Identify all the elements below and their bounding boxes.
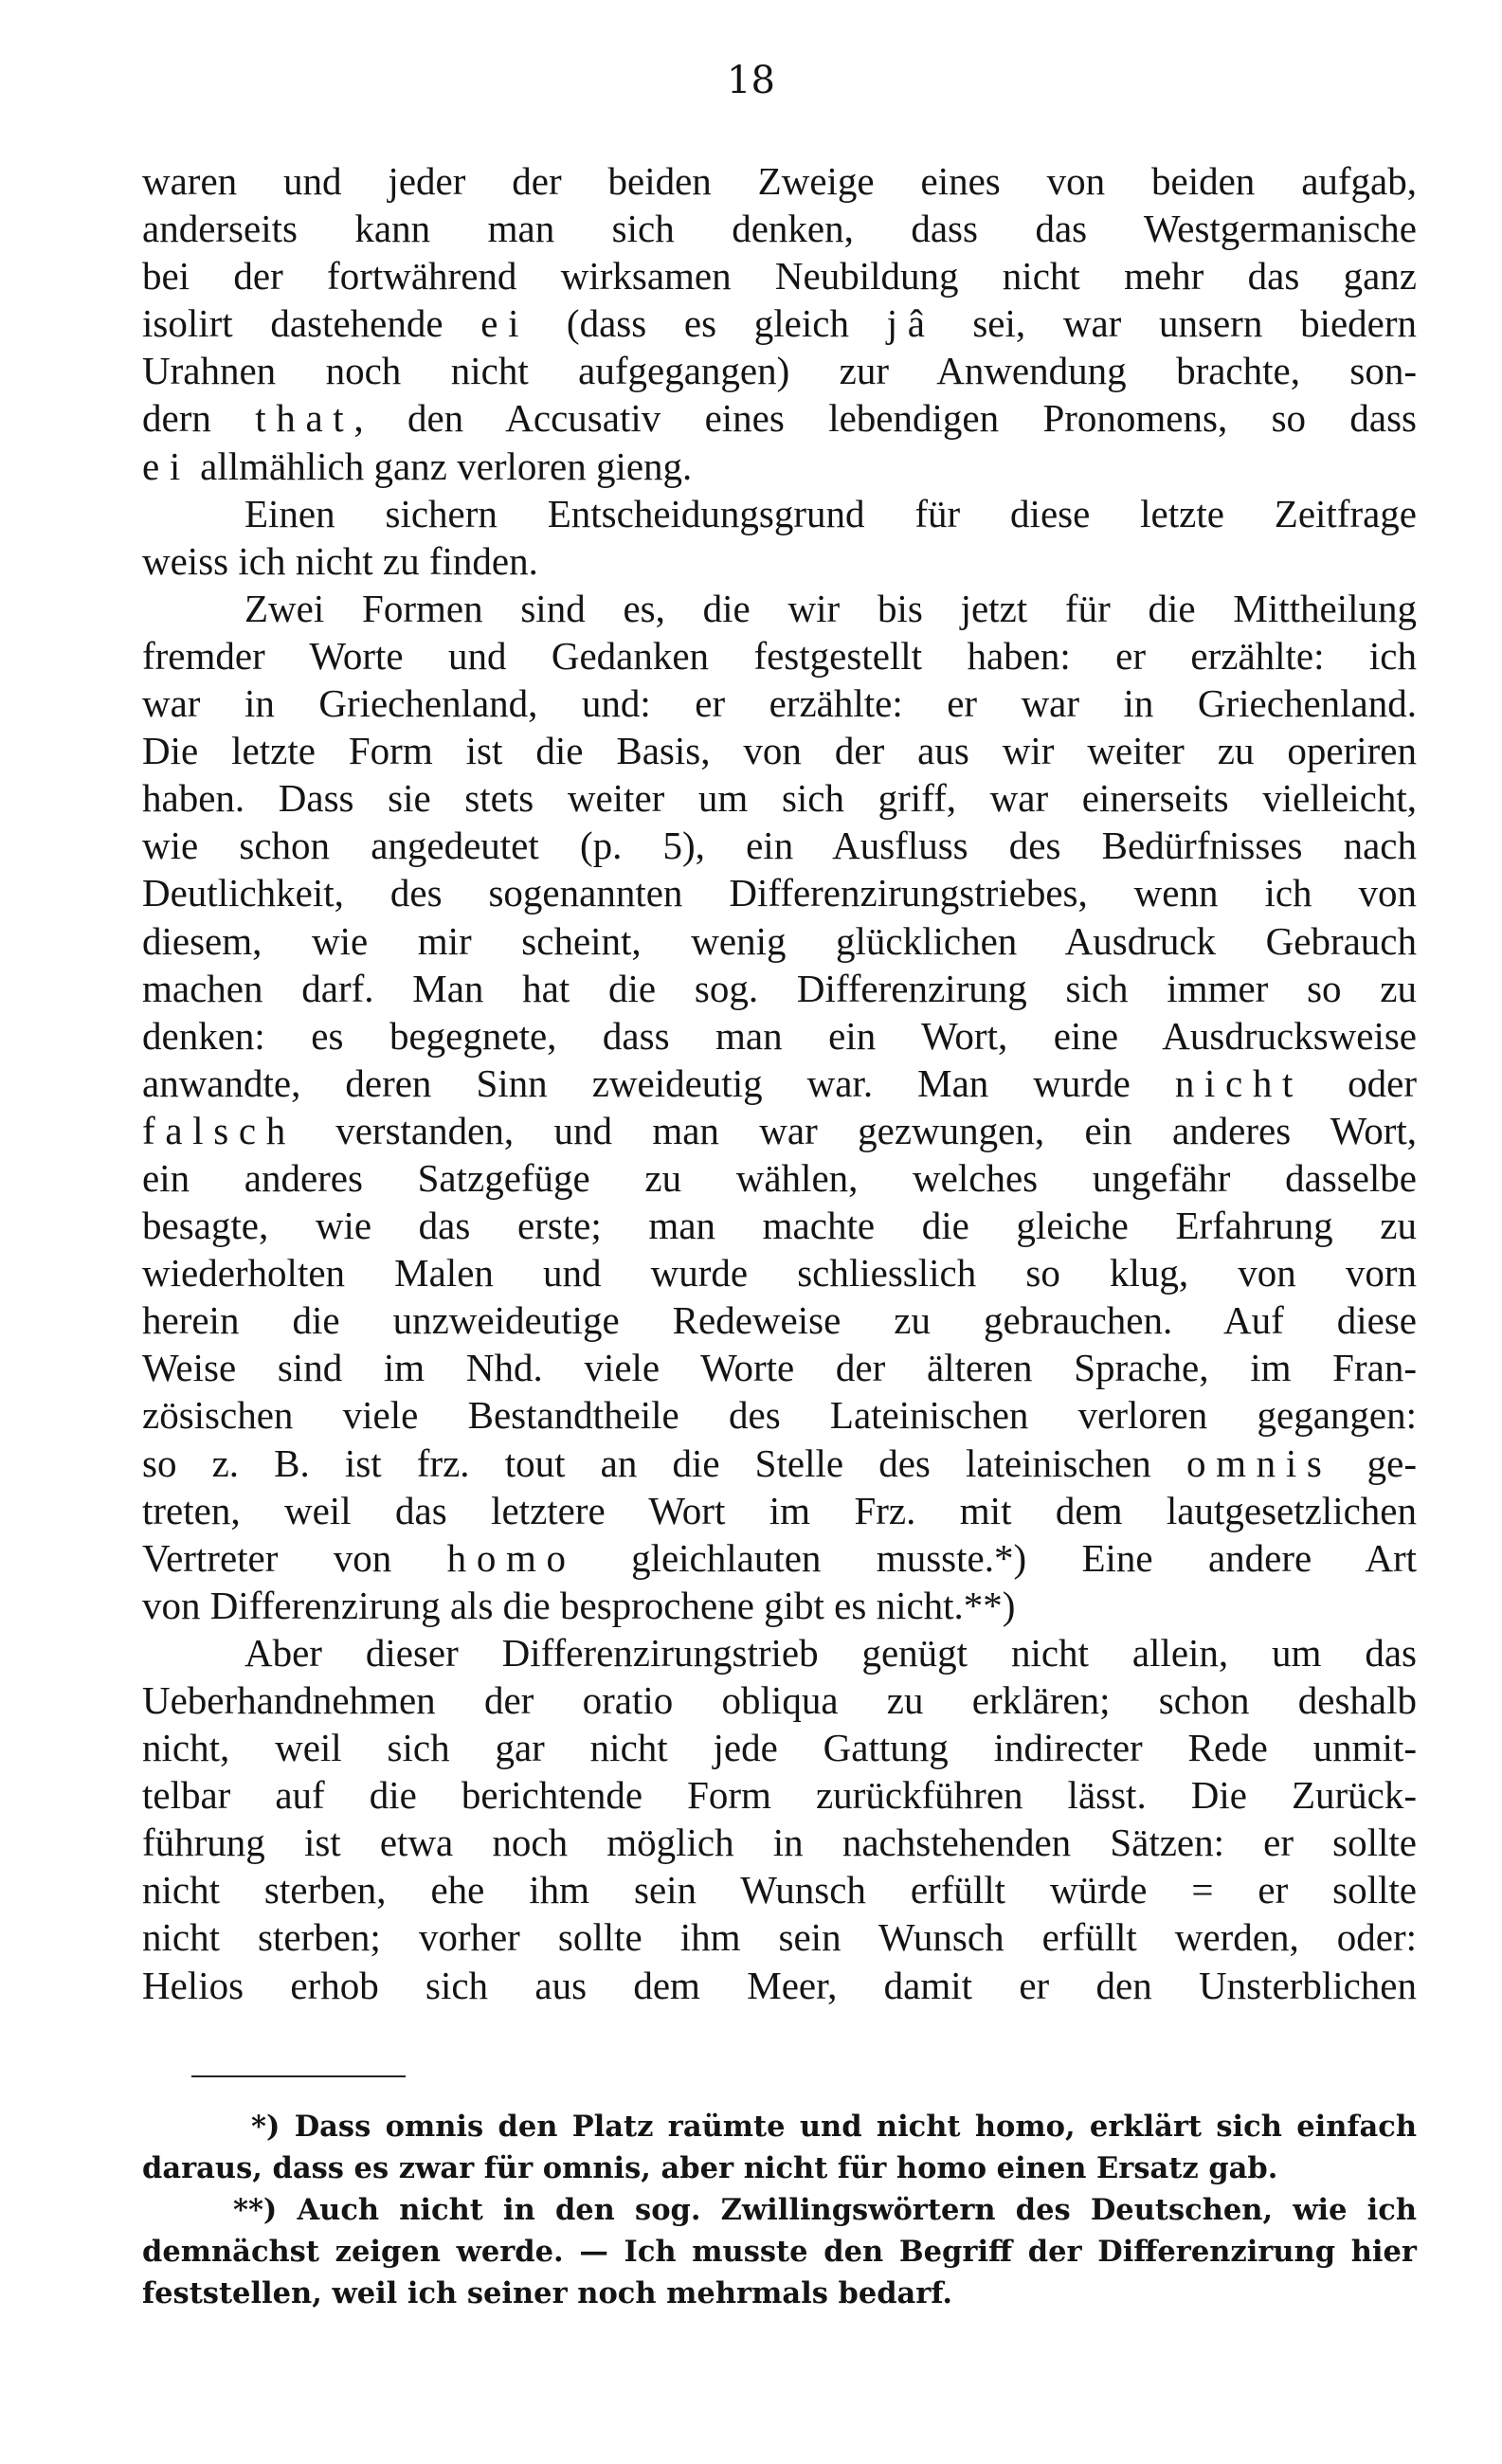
text-line: Aber dieser Differenzirungstrieb genügt nicht allein, um das	[244, 1630, 1417, 1675]
footnote-line: **) Auch nicht in den sog. Zwillingswörtern des Deutschen, wie ich	[233, 2193, 1417, 2227]
text-line	[142, 1440, 1417, 1487]
text-line: von Differenzirung als die besprochene gibt es nicht.**)	[142, 1583, 1016, 1627]
text-line: Die letzte Form ist die Basis, von der aus wir weiter zu operiren	[142, 729, 1417, 773]
spaced-emphasis: omnis	[1185, 1440, 1332, 1485]
text-run: oder	[1303, 1060, 1417, 1105]
text-line	[142, 299, 1417, 347]
spaced-emphasis: ei	[480, 301, 530, 346]
text-line: denken: es begegnete, dass man ein Wort, eine Ausdrucksweise	[142, 1013, 1417, 1058]
spaced-emphasis: jâ	[886, 301, 935, 346]
text-line: nicht, weil sich gar nicht jede Gattung indirecter Rede unmit-	[142, 1726, 1417, 1770]
spaced-emphasis: falsch	[142, 1108, 296, 1152]
spaced-emphasis: that	[255, 396, 354, 441]
text-run: isolirt dastehende	[142, 301, 481, 346]
text-line	[142, 1107, 1417, 1154]
page-number: 18	[727, 59, 775, 102]
text-run: gleichlauten musste.*) Eine andere Art	[575, 1535, 1417, 1580]
text-line	[142, 1060, 1417, 1107]
text-line: wie schon angedeutet (p. 5), ein Ausfluss des Bedürfnisses nach	[142, 824, 1417, 868]
text-line: diesem, wie mir scheint, wenig glücklichen Ausdruck Gebrauch	[142, 918, 1417, 963]
text-line: nicht sterben; vorher sollte ihm sein Wunsch erfüllt werden, oder:	[142, 1915, 1417, 1960]
text-run: , den Accusativ eines lebendigen Pronomens, so dass	[353, 396, 1418, 441]
spaced-emphasis: nicht	[1174, 1060, 1304, 1105]
text-line: nicht sterben, ehe ihm sein Wunsch erfüllt würde = er sollte	[142, 1868, 1417, 1912]
text-line: fremder Worte und Gedanken festgestellt haben: er erzählte: ich	[142, 633, 1417, 678]
footnote-line: feststellen, weil ich seiner noch mehrmals bedarf.	[142, 2276, 953, 2310]
text-run: Vertreter von	[142, 1535, 447, 1580]
text-line: Weise sind im Nhd. viele Worte der älteren Sprache, im Fran-	[142, 1346, 1417, 1390]
text-line: waren und jeder der beiden Zweige eines von beiden aufgab,	[142, 159, 1417, 203]
text-run: dern	[142, 396, 256, 441]
footnote-rule	[191, 2075, 406, 2077]
body-text	[142, 157, 1417, 2009]
text-line: bei der fortwährend wirksamen Neubildung nicht mehr das ganz	[142, 254, 1417, 299]
text-line: ein anderes Satzgefüge zu wählen, welches ungefähr dasselbe	[142, 1155, 1417, 1200]
text-line: Einen sichern Entscheidungsgrund für diese letzte Zeitfrage	[244, 491, 1417, 535]
text-line: Urahnen noch nicht aufgegangen) zur Anwendung brachte, son-	[142, 349, 1417, 393]
text-line	[142, 394, 1417, 442]
footnote-line: daraus, dass es zwar für omnis, aber nicht für homo einen Ersatz gab.	[142, 2151, 1278, 2185]
text-line: wiederholten Malen und wurde schliesslich so klug, von vorn	[142, 1251, 1417, 1295]
text-line: war in Griechenland, und: er erzählte: er war in Griechenland.	[142, 681, 1417, 726]
text-line: anderseits kann man sich denken, dass das Westgermanische	[142, 207, 1417, 251]
footnote-line: *) Dass omnis den Platz raümte und nicht homo, erklärt sich einfach	[251, 2110, 1417, 2144]
text-run: verstanden, und man war gezwungen, ein anderes Wort,	[295, 1108, 1417, 1152]
text-line: telbar auf die berichtende Form zurückführen lässt. Die Zurück-	[142, 1773, 1417, 1818]
text-run: (dass es gleich	[529, 301, 887, 346]
text-line: Helios erhob sich aus dem Meer, damit er den Unsterblichen	[142, 1963, 1417, 2007]
text-line: zösischen viele Bestandtheile des Lateinischen verloren gegangen:	[142, 1393, 1417, 1438]
spaced-emphasis: ei	[142, 444, 190, 488]
text-line: besagte, wie das erste; man machte die gleiche Erfahrung zu	[142, 1204, 1417, 1248]
text-line	[142, 1534, 1417, 1582]
text-line: weiss ich nicht zu finden.	[142, 538, 538, 583]
text-line: Zwei Formen sind es, die wir bis jetzt für die Mittheilung	[244, 586, 1417, 630]
text-run: so z. B. ist frz. tout an die Stelle des lateinischen	[142, 1440, 1186, 1485]
text-line	[142, 443, 1417, 490]
text-run: allmählich ganz verloren gieng.	[190, 444, 693, 488]
text-run: anwandte, deren Sinn zweideutig war. Man wurde	[142, 1060, 1175, 1105]
text-line: führung ist etwa noch möglich in nachstehenden Sätzen: er sollte	[142, 1821, 1417, 1865]
footnote-line: demnächst zeigen werde. — Ich musste den Begriff der Differenzirung hier	[142, 2235, 1417, 2269]
text-line: treten, weil das letztere Wort im Frz. mit dem lautgesetzlichen	[142, 1488, 1417, 1532]
text-line: machen darf. Man hat die sog. Differenzirung sich immer so zu	[142, 966, 1417, 1010]
text-line: Ueberhandnehmen der oratio obliqua zu erklären; schon deshalb	[142, 1678, 1417, 1722]
footnotes	[142, 2106, 1417, 2314]
text-line: Deutlichkeit, des sogenannten Differenzirungstriebes, wenn ich von	[142, 871, 1417, 915]
spaced-emphasis: homo	[446, 1535, 576, 1580]
text-run: ge-	[1331, 1440, 1417, 1485]
text-run: sei, war unsern biedern	[934, 301, 1418, 346]
text-line: herein die unzweideutige Redeweise zu gebrauchen. Auf diese	[142, 1298, 1417, 1343]
text-line: haben. Dass sie stets weiter um sich griff, war einerseits vielleicht,	[142, 776, 1417, 821]
